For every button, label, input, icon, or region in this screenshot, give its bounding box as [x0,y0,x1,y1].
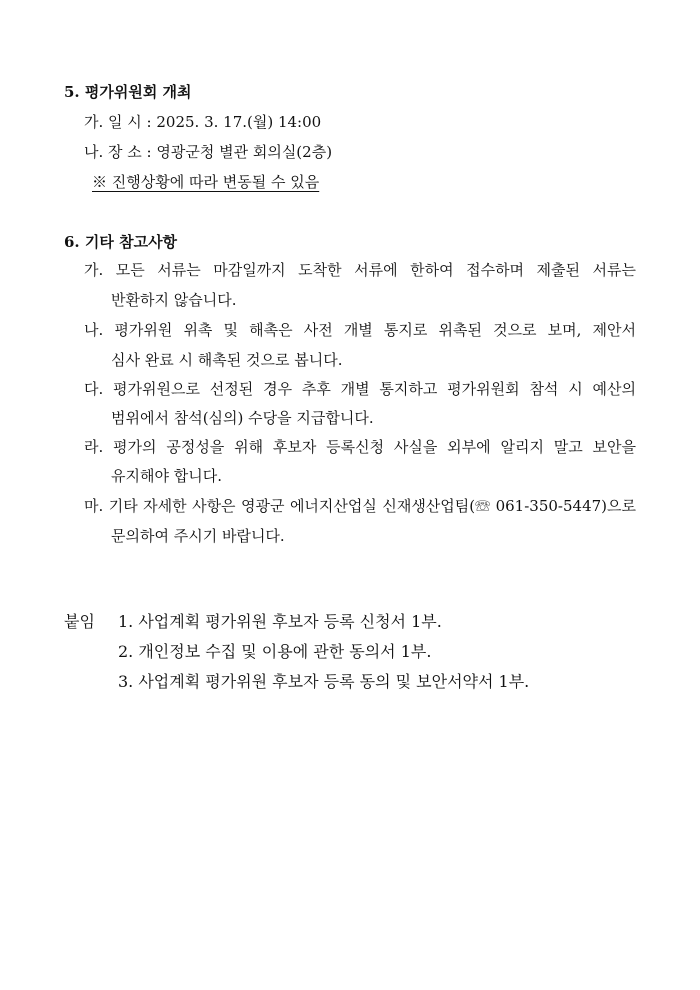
notice-item-line: 다. 평가위원으로 선정된 경우 추후 개별 통지하고 평가위원회 참석 시 예산의 [84,380,636,398]
meeting-place: 나. 장 소 : 영광군청 별관 회의실(2층) [84,143,333,161]
notice-item-line: 가. 모든 서류는 마감일까지 도착한 서류에 한하여 접수하며 제출된 서류는 [84,261,636,279]
notice-item-line: 유지해야 합니다. [111,467,222,485]
notice-item-line: 범위에서 참석(심의) 수당을 지급합니다. [111,409,374,427]
section-6-heading: 6. 기타 참고사항 [64,233,178,251]
section-5-heading: 5. 평가위원회 개최 [64,83,192,101]
attachments-label: 붙임 [64,612,95,631]
attachment-item: 2. 개인정보 수집 및 이용에 관한 동의서 1부. [118,642,432,661]
notice-item-line: 라. 평가의 공정성을 위해 후보자 등록신청 사실을 외부에 알리지 말고 보안을 [84,438,636,456]
notice-item-line: 심사 완료 시 해촉된 것으로 봅니다. [111,351,343,369]
notice-item-line: 마. 기타 자세한 사항은 영광군 에너지산업실 신재생산업팀(☏ 061-350-5447)으로 [84,497,636,515]
notice-item-line: 문의하여 주시기 바랍니다. [111,527,285,545]
meeting-date: 가. 일 시 : 2025. 3. 17.(월) 14:00 [84,113,322,131]
attachment-item: 3. 사업계획 평가위원 후보자 등록 동의 및 보안서약서 1부. [118,672,530,691]
notice-item-line: 반환하지 않습니다. [111,291,237,309]
attachment-item: 1. 사업계획 평가위원 후보자 등록 신청서 1부. [118,612,442,631]
notice-item-line: 나. 평가위원 위촉 및 해촉은 사전 개별 통지로 위촉된 것으로 보며, 제안서 [84,321,636,339]
schedule-note: ※ 진행상황에 따라 변동될 수 있음 [92,173,320,191]
